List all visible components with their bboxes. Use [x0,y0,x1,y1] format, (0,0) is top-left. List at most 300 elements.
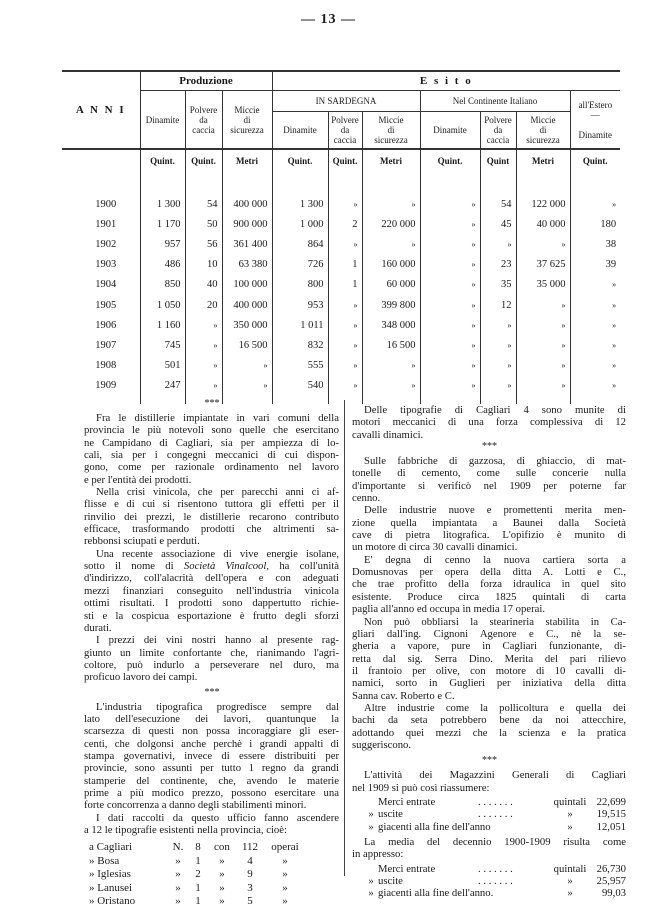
text-line: L'industria tipografica progredisce sempre dal [96,700,339,713]
text-line: gono, come per razionale ordinamento nel lavoro [84,461,339,474]
list-cell: » [175,881,181,894]
merci-row [352,863,626,875]
header-sard-polvere: Polvere da caccia [328,112,362,150]
ditto-mark: » [368,875,374,888]
value-cell: » [420,275,480,295]
value-cell: 63 380 [222,255,272,275]
value-cell: » [222,376,272,396]
paragraph [352,404,626,441]
text-line: provincia le più notevoli sono quelle che esercitano [84,424,339,437]
value-cell: 832 [272,335,328,355]
text-line: giunto un limite confortante che, rianimando l'agri- [84,646,339,659]
list-cell: N. [172,841,184,854]
value-cell: 864 [272,234,328,254]
text-line: Delle tipografie di Cagliari 4 sono munite di [364,404,626,416]
units-cell: Quint. [185,149,222,186]
value-cell: » [420,255,480,275]
paragraph [352,836,626,861]
text-line: E' degna di cenno la nuova cartiera sorta a [364,553,626,566]
left-column [84,398,339,908]
text-line: bachi da seta potrebbero bene da noi attecchire, [352,714,626,727]
year-cell: 1903 [95,259,117,271]
list-cell: 1 [195,881,201,894]
header-sard-dinamite: Dinamite [272,112,328,150]
text-line: adottando quei mezzi che la scienza e la pratica [352,726,626,739]
merci-row [352,887,626,899]
paragraph [352,504,626,553]
table-row [62,214,620,234]
table-row [62,255,620,275]
units-cell [62,149,140,186]
list-cell: » [175,894,181,907]
text-line: retta dal sig. Serra Dino. Merita del pari rilievo [352,652,626,665]
list-cell: » Bosa [89,854,120,867]
text-line: d'importante si verificò nel 1909 per poterne far [352,479,626,492]
year-cell: 1909 [95,380,117,392]
header-sard-miccie: Miccie di sicurezza [362,112,420,150]
value-cell: » [420,356,480,376]
list-cell: » Lanusei [89,881,133,894]
ditto-mark: » [368,808,374,821]
section-separator: * * * [481,441,496,453]
value-cell: » [480,315,516,335]
value-cell: » [185,315,222,335]
paragraph [352,702,626,751]
value-cell: 39 [570,255,620,275]
table-row [62,315,620,335]
value-cell: 54 [480,194,516,214]
list-cell: con [214,841,230,854]
table-row [62,356,620,376]
units-cell: Quint. [272,149,328,186]
spacer-row [62,186,620,194]
paragraph [84,634,339,683]
text-line: nel 1909 si può così riassumere: [352,781,490,794]
value-cell: » [362,376,420,396]
merci-label: uscite [378,808,403,821]
list-cell: » [219,894,225,907]
spacer-cell [62,186,140,194]
paragraph [352,554,626,616]
header-prod-dinamite: Dinamite [140,91,185,150]
table-row [62,335,620,355]
value-cell: » [516,376,570,396]
value-cell: 399 800 [362,295,420,315]
emphasis: Società Vinalcool [183,560,267,573]
list-cell: » [282,881,288,894]
merci-value: 12,051 [596,820,626,833]
right-column [352,398,626,900]
value-cell: 247 [140,376,185,396]
value-cell: 350 000 [222,315,272,335]
list-cell: 9 [247,868,253,881]
merci-unit: quintali [553,862,587,875]
value-cell: » [222,356,272,376]
text-line: I dati raccolti da questo ufficio fanno ascendere [96,811,339,824]
value-cell: » [516,315,570,335]
text-line: cavalli dinamici. [352,428,424,441]
value-cell: » [328,356,362,376]
text-line: gheria a vapore, pure in Cagliari funzionante, di- [352,640,626,653]
value-cell: » [516,356,570,376]
year-cell: 1906 [95,319,117,331]
merci-row [352,808,626,820]
list-cell: 3 [247,881,253,894]
value-cell: 160 000 [362,255,420,275]
section-separator: * * * [481,755,496,767]
merci-value: 99,03 [601,887,626,900]
list-cell: » [219,854,225,867]
merci-label: Merci entrate [378,795,436,808]
text-line: forte concorrenza a danno degli stabilimenti minori. [84,799,307,812]
value-cell: 50 [185,214,222,234]
ditto-mark: » [368,887,374,900]
spacer-cell [516,186,570,194]
text-line: centi, che dolgonsi anche perchè i grandi appalti di [84,737,339,750]
units-cell: Metri [516,149,570,186]
list-cell: 2 [195,868,201,881]
header-cont-dinamite: Dinamite [420,112,480,150]
spacer-cell [420,186,480,194]
value-cell: 180 [570,214,620,234]
text-line: scarsezza di questi non possa incoraggiare gli eser- [84,725,339,738]
text-line: rinvilio dei prezzi, le distillerie recarono contributo [84,510,339,523]
list-cell: » [175,854,181,867]
value-cell: » [516,335,570,355]
merci-value: 25,957 [596,875,626,888]
text-line: gliari dall'ing. Cignoni Agenore e C., nè la se- [352,627,626,640]
list-cell: » [282,854,288,867]
text-line: I prezzi dei vini nostri hanno al presente rag- [96,634,339,647]
text-line: Nella crisi vinicola, che per parecchi anni ci af- [96,486,339,499]
text-line: Fra le distillerie impiantate in vari comuni della [96,412,339,424]
text-line: namici, sorto in Guglieri per iniziativa della ditta [352,677,626,690]
list-cell: 1 [195,894,201,907]
list-cell: 5 [247,894,253,907]
text-line: La media del decennio 1900-1909 risulta come [364,836,626,848]
value-cell: 45 [480,214,516,234]
text-line: cenno. [352,492,381,505]
spacer-cell [480,186,516,194]
value-cell: » [362,356,420,376]
text-line: stampa governativi, invece di essere distribuiti per [84,749,339,762]
merci-value: 22,699 [596,795,626,808]
merci-label: Merci entrate [378,862,436,875]
value-cell: » [570,275,620,295]
year-cell: 1902 [95,238,117,250]
value-cell: » [420,295,480,315]
value-cell: 220 000 [362,214,420,234]
value-cell: » [480,335,516,355]
list-cell: » [175,868,181,881]
table-row [62,376,620,396]
value-cell: » [328,194,362,214]
list-cell: 4 [247,854,253,867]
year-cell: 1905 [95,299,117,311]
value-cell: 12 [480,295,516,315]
value-cell: » [328,335,362,355]
text-line: Domusnovas per opera della ditta A. Lotti e C., [352,566,626,579]
ditto-mark: » [368,820,374,833]
text-line: suggeriscono. [352,738,412,751]
leader-dots: . . . . . . . [478,875,513,888]
year-cell: 1904 [95,279,117,291]
header-esito: E s i t o [272,71,620,91]
text-line: in appresso: [352,848,404,861]
text-line: ne Campidano di Cagliari, sia per ampiezza di lo- [84,436,339,449]
header-cont-polvere: Polvere da caccia [480,112,516,150]
value-cell: 56 [185,234,222,254]
value-cell: » [362,234,420,254]
list-cell: 8 [195,841,201,854]
value-cell: 35 [480,275,516,295]
value-cell: 1 [328,275,362,295]
paragraph [84,812,339,837]
value-cell: 38 [570,234,620,254]
units-cell: Quint. [140,149,185,186]
value-cell: 100 000 [222,275,272,295]
text-line: Delle industrie nuove e promettenti merita men- [364,504,626,517]
value-cell: » [570,376,620,396]
header-prod-polvere: Polvere da caccia [185,91,222,150]
value-cell: » [328,315,362,335]
header-in-sardegna: IN SARDEGNA [272,91,420,112]
value-cell: 486 [140,255,185,275]
text-line: un motore di circa 30 cavalli dinamici. [352,541,518,554]
value-cell: 1 160 [140,315,185,335]
units-cell: Quint. [420,149,480,186]
units-cell: Metri [222,149,272,186]
value-cell: 361 400 [222,234,272,254]
list-cell: a Cagliari [89,841,133,854]
ditto-mark [364,863,378,875]
page-number: — 13 — [301,12,356,27]
value-cell: » [420,335,480,355]
value-cell: 957 [140,234,185,254]
value-cell: » [570,335,620,355]
value-cell: 10 [185,255,222,275]
value-cell: 348 000 [362,315,420,335]
header-cont-miccie: Miccie di sicurezza [516,112,570,150]
spacer-cell [362,186,420,194]
value-cell: » [480,234,516,254]
year-cell: 1901 [95,218,117,230]
value-cell: 37 625 [516,255,570,275]
merci-unit: » [567,820,573,833]
value-cell: 1 000 [272,214,328,234]
text-line: Sulle fabbriche di gazzosa, di ghiaccio, di mat- [364,455,626,468]
list-cell: » [219,868,225,881]
text-line: durati. [84,621,112,634]
text-line: tonelle di cemento, come sulle concerie nulla [352,467,626,480]
value-cell: » [570,315,620,335]
header-estero: all'Estero — Dinamite [570,91,620,150]
table-row [62,234,620,254]
merci-label: uscite [378,875,403,888]
year-cell: 1900 [95,198,117,210]
units-cell: Metri [362,149,420,186]
text-line: rebbonsi sciupati e perduti. [84,535,200,548]
merci-unit: quintali [553,795,587,808]
spacer-cell [140,186,185,194]
value-cell: 400 000 [222,295,272,315]
leader-dots: . . . . . . . [478,862,513,875]
value-cell: » [362,194,420,214]
text-line: lato dell'esecuzione dei lavori, quantunque la [84,712,339,725]
units-cell: Quint. [570,149,620,186]
value-cell: 501 [140,356,185,376]
paragraph [352,616,626,702]
spacer-cell [272,186,328,194]
list-cell: » Oristano [89,894,136,907]
spacer-cell [222,186,272,194]
header-anni: A N N I [62,71,140,149]
value-cell: 16 500 [362,335,420,355]
text-line: provincie, sono assunti per tutto 1 regno da grandi [84,762,339,775]
merci-row [352,875,626,887]
list-cell: 1 [195,854,201,867]
value-cell: 900 000 [222,214,272,234]
leader-dots: . . . . . . . [478,808,513,821]
value-cell: » [420,234,480,254]
text-line: Una recente associazione di vive energie isolane, [96,547,339,560]
value-cell: 40 000 [516,214,570,234]
value-cell: » [185,356,222,376]
text-line: Sanna cav. Roberto e C. [352,689,455,702]
value-cell: » [516,295,570,315]
merci-unit: » [567,808,573,821]
merci-row [352,796,626,808]
value-cell: 1 300 [272,194,328,214]
value-cell: » [185,376,222,396]
paragraph [84,412,339,486]
merci-unit: » [567,887,573,900]
list-cell: » [282,894,288,907]
text-line: mezzi finanziari conseguito nell'industria vinicola [84,584,339,597]
value-cell: » [420,214,480,234]
text-line: flisse e di cui si risentono tuttora gli effetti per il [84,498,339,511]
column-divider [344,400,345,876]
paragraph [84,486,339,548]
value-cell: » [185,335,222,355]
section-separator: * * * [204,398,219,409]
value-cell: » [480,356,516,376]
text-line: ottimi risultati. I prodotti sono dappertutto richie- [84,597,339,610]
text-line: motori meccanici di una forza complessiva di 12 [352,416,626,429]
leader-dots: . . . . . . . [478,795,513,808]
text-line: e per l'entità dei prodotti. [84,473,192,486]
text-line: cali, sia per i congegni meccanici di cui dispon- [84,449,339,462]
paragraph [84,701,339,812]
value-cell: 745 [140,335,185,355]
merci-row [352,821,626,833]
value-cell: 60 000 [362,275,420,295]
value-cell: » [420,194,480,214]
value-cell: 16 500 [222,335,272,355]
value-cell: 122 000 [516,194,570,214]
value-cell: » [570,194,620,214]
value-cell: » [480,376,516,396]
paragraph [352,455,626,504]
text-line: il frantoio per olive, con motore di 10 cavalli di- [352,664,626,677]
list-cell: 112 [241,841,259,854]
text-line: stamperie del continente, che, avendo le materie [84,774,339,787]
value-cell: 20 [185,295,222,315]
text-line: zione quella impiantata a Baunei dalla Società [352,516,626,529]
spacer-cell [570,186,620,194]
text-line: prime a più modico prezzo, possono esercitare una [84,786,339,799]
table-row [62,275,620,295]
year-cell: 1907 [95,339,117,351]
value-cell: 1 [328,255,362,275]
units-cell: Quint. [328,149,362,186]
header-prod-miccie: Miccie di sicurezza [222,91,272,150]
value-cell: 726 [272,255,328,275]
value-cell: » [328,234,362,254]
value-cell: 1 300 [140,194,185,214]
list-cell: » [219,881,225,894]
value-cell: » [570,295,620,315]
value-cell: 540 [272,376,328,396]
text-line: efficace, trasformando prodotti che altrimenti sa- [84,523,339,536]
value-cell: » [328,295,362,315]
text-line: che trae profitto della forza idraulica in quel sito [352,578,626,591]
tipografie-list [89,841,339,908]
value-cell: 800 [272,275,328,295]
table-row [62,295,620,315]
value-cell: 40 [185,275,222,295]
text-line: proficuo lavoro dei campi. [84,671,198,684]
text-line: sti e la cospicua esportazione è frutto degli sforzi [84,609,339,622]
value-cell: 23 [480,255,516,275]
merci-value: 26,730 [596,862,626,875]
value-cell: 555 [272,356,328,376]
paragraph [84,548,339,634]
ditto-mark [364,796,378,808]
section-separator: * * * [204,686,219,698]
list-cell: » Iglesias [89,868,131,881]
text-line: esistente. Produce circa 1825 quintali di carta [352,590,626,603]
value-cell: 1 050 [140,295,185,315]
text-line: Altre industrie come la pollicoltura e quella dei [364,701,626,714]
value-cell: 1 170 [140,214,185,234]
units-row [62,149,620,186]
merci-label: giacenti alla fine dell'anno [378,820,491,833]
value-cell: 850 [140,275,185,295]
text-line: d'indirizzo, coll'alacrità dell'opera e con adeguati [84,572,339,585]
value-cell: » [420,376,480,396]
text-line: cave di pietra litografica. L'opifizio è munito di [352,529,626,542]
value-cell: 400 000 [222,194,272,214]
list-cell: » [282,868,288,881]
production-table [62,70,620,404]
value-cell: » [420,315,480,335]
value-cell: 54 [185,194,222,214]
list-cell: operai [271,841,299,854]
merci-unit: » [567,875,573,888]
text-line: a 12 le tipografie esistenti nella provincia, cioè: [84,824,287,836]
value-cell: » [328,376,362,396]
merci-label: giacenti alla fine dell'anno. [378,887,494,900]
text-line: Non può obbliarsi la stearineria stabilita in Ca- [364,615,626,628]
merci-value: 19,515 [596,808,626,821]
spacer-cell [185,186,222,194]
value-cell: 35 000 [516,275,570,295]
spacer-cell [328,186,362,194]
value-cell: » [570,356,620,376]
text-line: paglia all'anno ed occupa in media 17 operai. [352,603,546,616]
value-cell: 1 011 [272,315,328,335]
